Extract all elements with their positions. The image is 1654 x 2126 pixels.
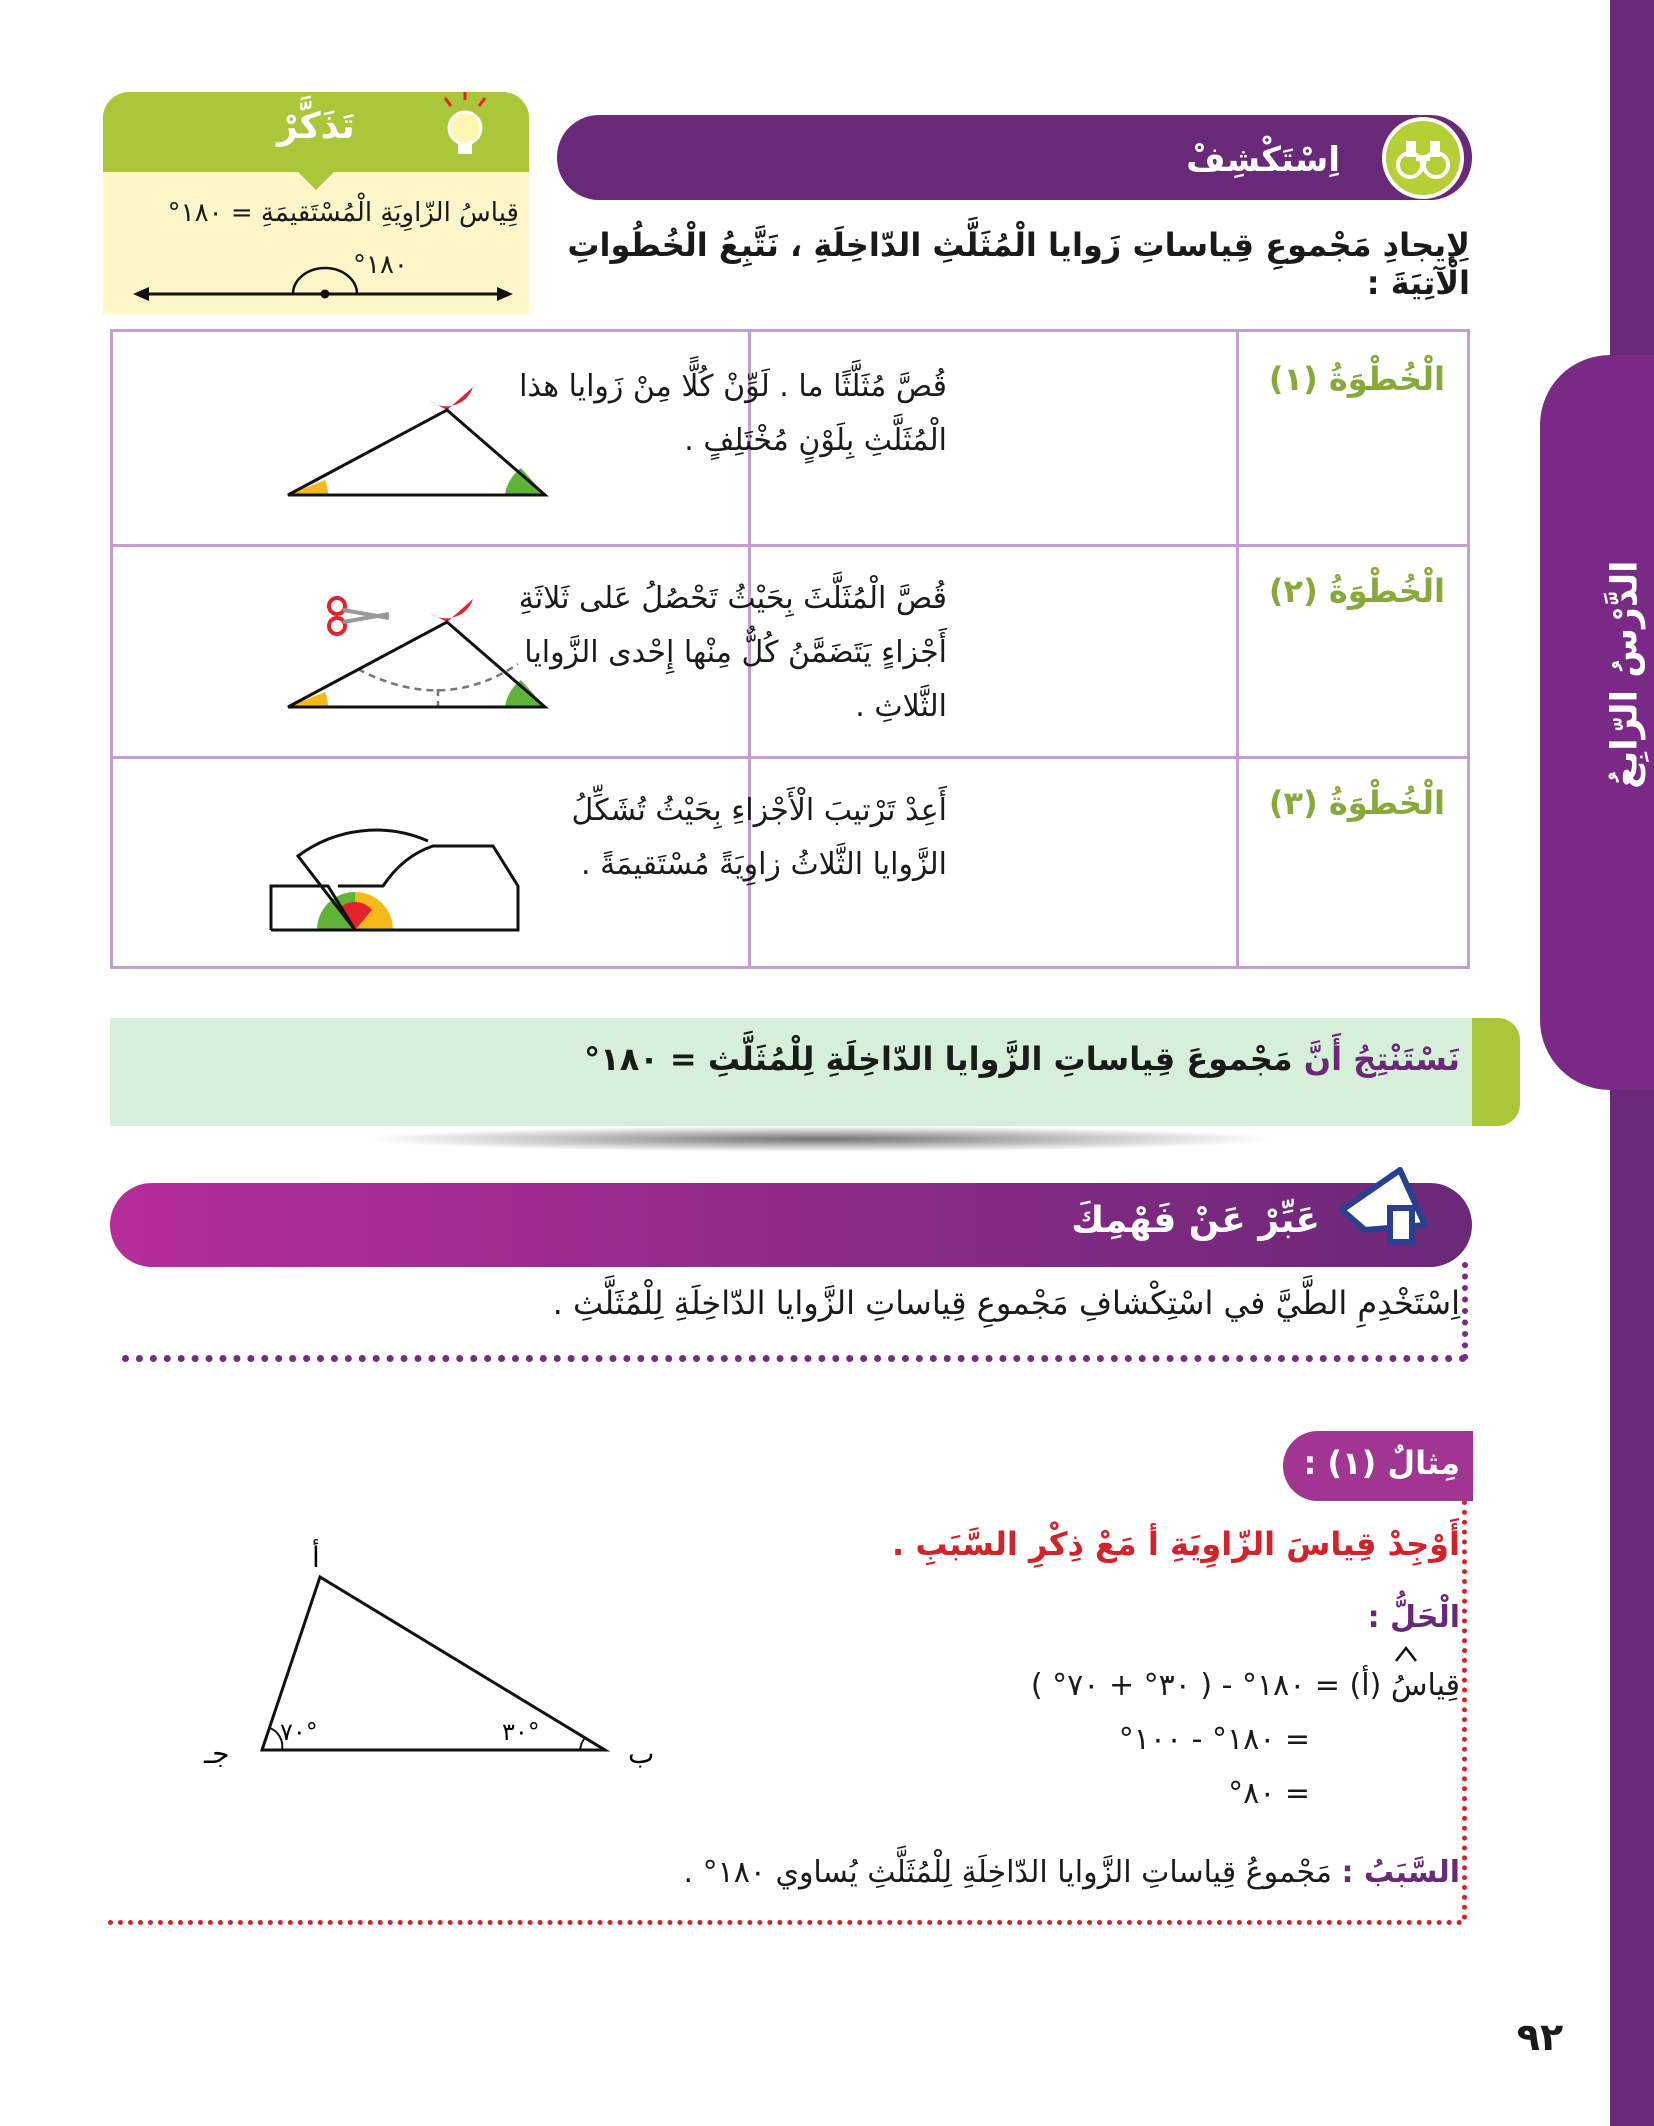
example-title: مِثالٌ (١) : [1303,1444,1460,1482]
conclusion-statement: مَجْموعَ قِياساتِ الزَّوايا الدّاخِلَةِ لِلْمُثَلَّثِ = ١٨٠° [584,1040,1293,1078]
step-label: الْخُطْوَةُ (٢) [1268,572,1445,610]
dotted-border [122,1355,1467,1362]
conclusion-shadow [360,1126,1280,1152]
table-row [113,544,1467,759]
conclusion-text [560,1040,1460,1078]
reason [580,1855,1460,1890]
explore-instruction: لِإيجادِ مَجْموعِ قِياساتِ زَوايا الْمُثَلَّثِ الدّاخِلَةِ ، نَتَّبِعُ الْخُطُواتِ الْآتِيَةَ : [567,226,1470,302]
straight-angle-diagram [133,262,513,312]
remember-title: تَذَكَّرْ [277,106,355,147]
cut-triangle-figure [263,574,603,724]
table-row [113,332,1467,547]
remember-pointer [296,170,336,192]
scissors-icon [323,594,393,638]
remember-box [103,92,529,314]
conclusion-accent [1472,1018,1520,1126]
vertex-c-label: جـ [204,1737,230,1770]
equation-line: = ١٨٠° - ١٠٠° [1118,1722,1310,1757]
straight-angle-label: ١٨٠° [353,250,408,280]
express-text: اِسْتَخْدِمِ الطَّيَّ في اسْتِكْشافِ مَجْموعِ قِياساتِ الزَّوايا الدّاخِلَةِ لِلْمُثَلَّثِ . [552,1284,1460,1322]
reason-text: مَجْموعُ قِياساتِ الزَّوايا الدّاخِلَةِ لِلْمُثَلَّثِ يُساوي ١٨٠° . [683,1855,1332,1890]
colored-triangle-figure [263,362,603,512]
vertex-a-label: أ [312,1541,320,1574]
table-row [113,756,1467,966]
reason-label: السَّبَبُ : [1341,1855,1460,1890]
remember-rule: قِياسُ الزّاوِيَةِ الْمُسْتَقيمَةِ = ١٨٠° [167,198,519,228]
angle-hat-icon [1394,1645,1418,1663]
megaphone-icon [1330,1150,1440,1250]
dotted-border [1462,1500,1467,1920]
angle-b-label: ٣٠° [502,1718,540,1746]
page-number: ٩٢ [1516,2015,1564,2059]
step-text: قُصَّ مُثَلَّثًا ما . لَوِّنْ كُلًّا مِنْ زَوايا هذا الْمُثَلَّثِ بِلَوْنٍ مُخْتَلِفٍ . [519,369,947,458]
step-label: الْخُطْوَةُ (٣) [1268,784,1445,822]
angle-c-label: ٧٠° [280,1718,318,1746]
lightbulb-icon [431,92,501,172]
example-question: أَوْجِدْ قِياسَ الزّاوِيَةِ أ مَعْ ذِكْرِ السَّبَبِ . [892,1525,1460,1563]
step-text: قُصَّ الْمُثَلَّثَ بِحَيْثُ تَحْصُلُ عَلى ثَلاثَةِ أَجْزاءٍ يَتَضَمَّنُ كُلٌّ مِنْها إِحْدى الزَّوايا الثَّلاثِ . [518,581,947,724]
lesson-title: الدَّرْسُ الرّابِعُ [1604,560,1646,789]
dotted-border [1462,1262,1468,1360]
binoculars-icon [1382,117,1464,199]
straight-angle-figure [263,806,603,946]
step-text: أَعِدْ تَرْتيبَ الْأَجْزاءِ بِحَيْثُ تُشَكِّلُ الزَّوايا الثَّلاثُ زاوِيَةً مُسْتَقيمَةً . [571,793,947,882]
express-title: عَبِّرْ عَنْ فَهْمِكَ [1071,1200,1320,1241]
dotted-border [108,1920,1463,1925]
steps-table [110,329,1470,969]
conclusion-lead: نَسْتَنْتِجُ أَنَّ [1303,1040,1460,1078]
solution-label: الْحَلُّ : [1367,1600,1460,1635]
example-triangle-figure [190,1535,670,1775]
equation-line: = ٨٠° [1228,1776,1310,1811]
explore-title: اِسْتَكْشِفْ [1186,140,1340,180]
step-label: الْخُطْوَةُ (١) [1268,360,1445,398]
vertex-b-label: ب [628,1737,655,1770]
equation-line: قِياسُ (أ) = ١٨٠° - ( ٣٠° + ٧٠° ) [1030,1668,1460,1703]
